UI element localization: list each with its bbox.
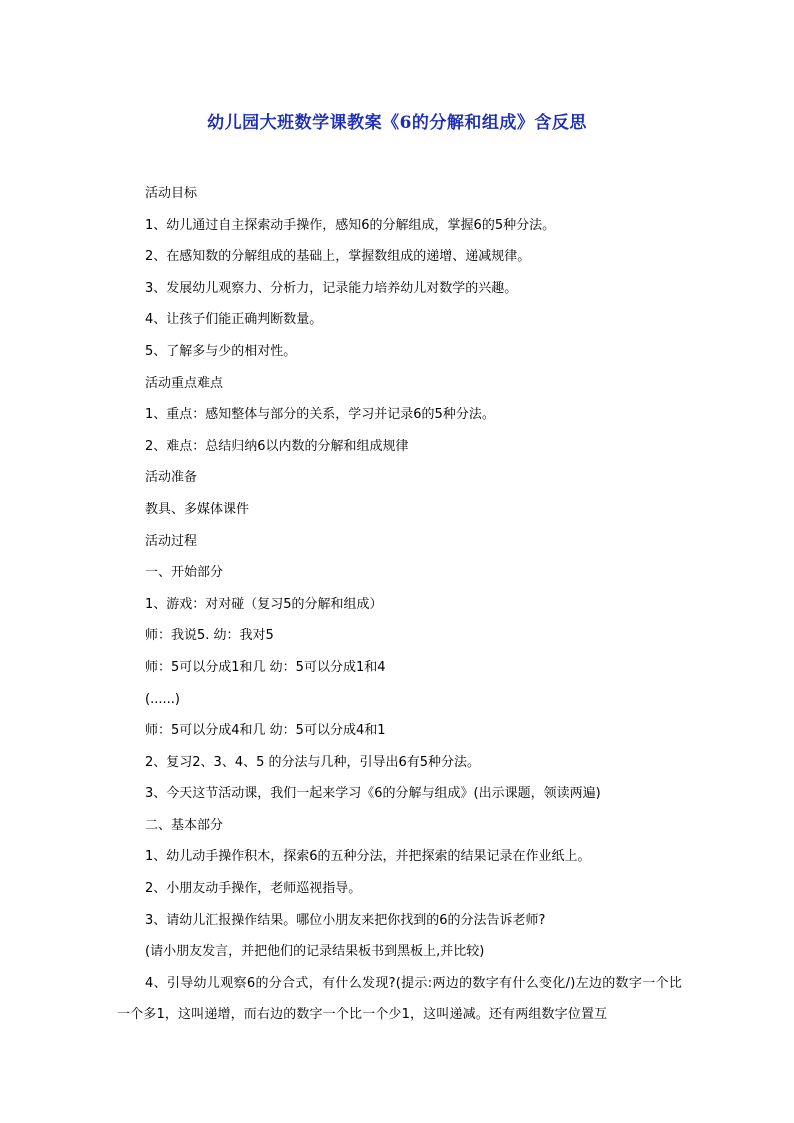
section-heading-preparation: 活动准备 xyxy=(145,470,198,486)
section-heading-key-points: 活动重点难点 xyxy=(145,375,224,391)
subsection-heading-start: 一、开始部分 xyxy=(145,565,224,581)
document-body xyxy=(117,178,682,1031)
process-step-paragraph: 4、引导幼儿观察6的分合式，有什么发现?(提示:两边的数字有什么变化/)左边的数字一个比一个多1，这叫递增，而右边的数字一个比一个少1，这叫递减。还有两组数字位置互 xyxy=(117,975,682,1023)
key-point-item: 1、重点：感知整体与部分的关系，学习并记录6的5种分法。 xyxy=(145,407,495,423)
process-step: 2、复习2、3、4、5 的分法与几种，引导出6有5种分法。 xyxy=(145,754,481,770)
dialogue-line: 师：5可以分成4和几 幼：5可以分成4和1 xyxy=(145,723,386,739)
dialogue-ellipsis: (......) xyxy=(145,691,180,707)
preparation-text: 教具、多媒体课件 xyxy=(145,501,250,517)
goal-item: 2、在感知数的分解组成的基础上，掌握数组成的递增、递减规律。 xyxy=(145,249,531,265)
process-step: 1、幼儿动手操作积木，探索6的五种分法，并把探索的结果记录在作业纸上。 xyxy=(145,849,591,865)
goal-item: 1、幼儿通过自主探索动手操作，感知6的分解组成，掌握6的5种分法。 xyxy=(145,217,556,233)
section-heading-process: 活动过程 xyxy=(145,533,198,549)
dialogue-line: 师：我说5. 幼：我对5 xyxy=(145,628,274,644)
goal-item: 3、发展幼儿观察力、分析力，记录能力培养幼儿对数学的兴趣。 xyxy=(145,280,518,296)
process-step: 2、小朋友动手操作，老师巡视指导。 xyxy=(145,881,362,897)
process-step: 1、游戏：对对碰（复习5的分解和组成） xyxy=(145,596,383,612)
key-point-item: 2、难点：总结归纳6以内数的分解和组成规律 xyxy=(145,438,409,454)
process-step: 3、今天这节活动课，我们一起来学习《6的分解与组成》(出示课题，领读两遍) xyxy=(145,786,601,802)
goal-item: 4、让孩子们能正确判断数量。 xyxy=(145,312,323,328)
process-step: 3、请幼儿汇报操作结果。哪位小朋友来把你找到的6的分法告诉老师? xyxy=(145,912,546,928)
document-title: 幼儿园大班数学课教案《6的分解和组成》含反思 xyxy=(207,113,587,133)
subsection-heading-main: 二、基本部分 xyxy=(145,817,224,833)
dialogue-line: 师：5可以分成1和几 幼：5可以分成1和4 xyxy=(145,659,386,675)
goal-item: 5、了解多与少的相对性。 xyxy=(145,343,297,359)
process-note: (请小朋友发言，并把他们的记录结果板书到黑板上,并比较) xyxy=(145,944,485,960)
section-heading-goals: 活动目标 xyxy=(145,186,198,201)
